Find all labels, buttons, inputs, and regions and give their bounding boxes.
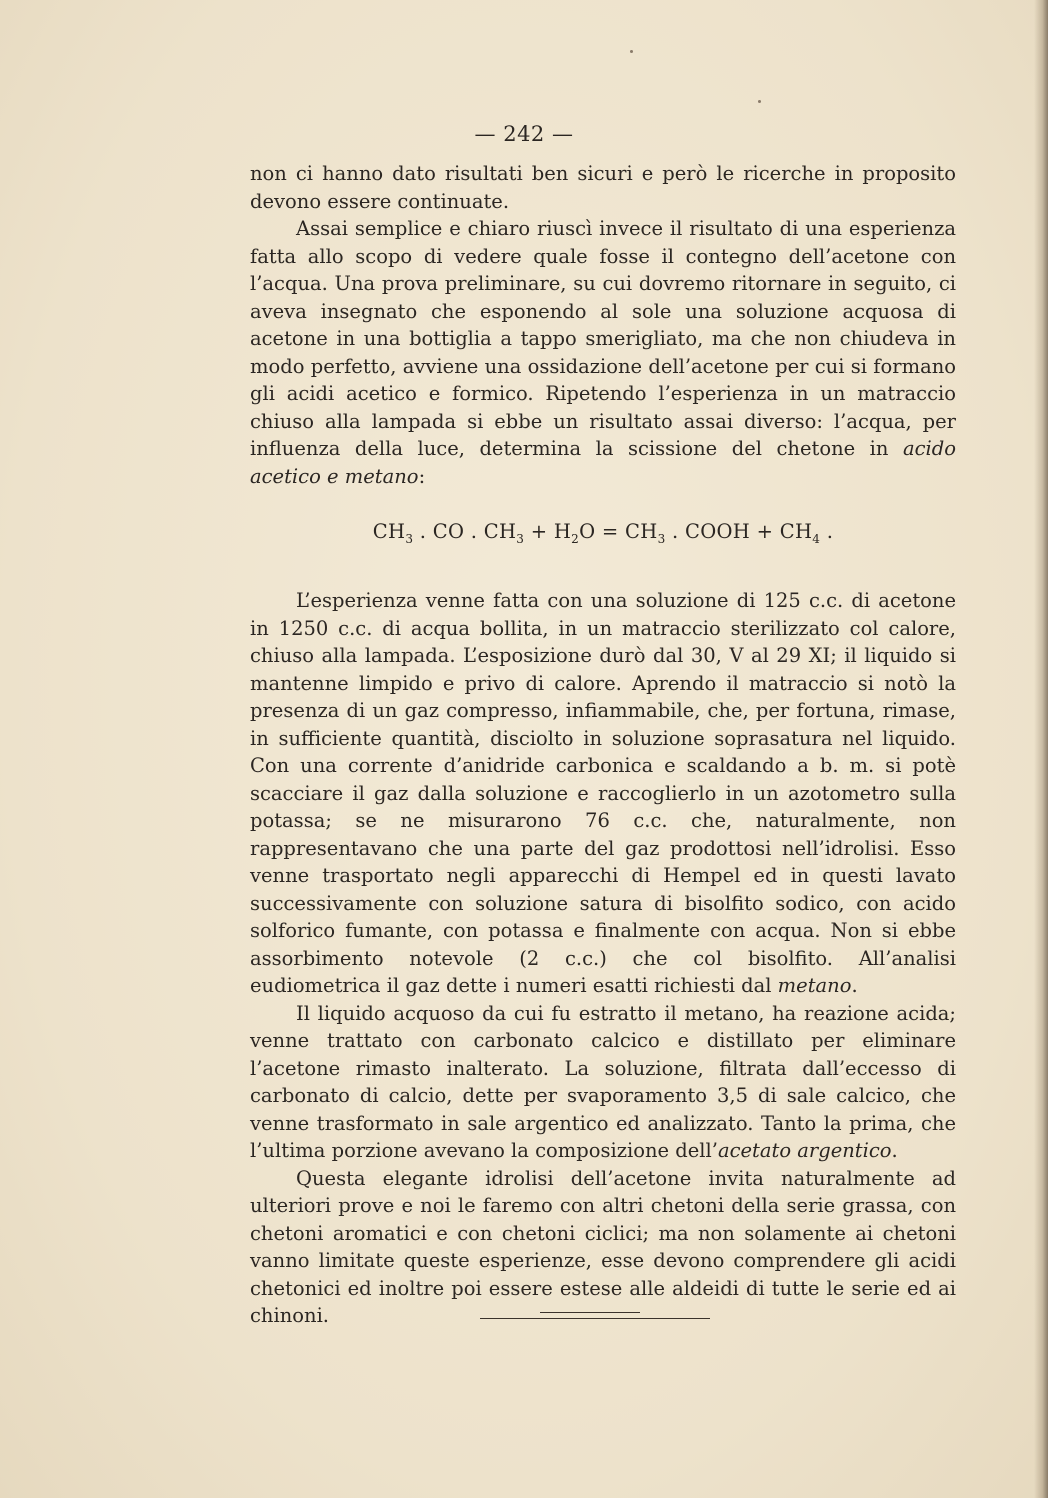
- end-rule: [480, 1318, 710, 1319]
- equation-part: .: [820, 520, 834, 543]
- equation-part: . COOH + CH: [665, 520, 813, 543]
- equation-part: CH: [372, 520, 406, 543]
- equation-subscript: 3: [657, 531, 666, 546]
- italic-term: metano: [777, 974, 852, 998]
- paper-speck: [758, 100, 761, 103]
- paragraph-acetone-water: [250, 215, 956, 490]
- paragraph-text: .: [851, 974, 858, 998]
- italic-term: acido acetico e metano: [250, 437, 956, 488]
- paragraph-continuation: [250, 160, 956, 215]
- equation-part: O = CH: [579, 520, 658, 543]
- page-edge-shadow: [1034, 0, 1048, 1498]
- paragraph-text: Questa elegante idrolisi dell’acetone invita naturalmente ad ulteriori prove e noi le faremo con altri chetoni della serie grassa, con chetoni aromatici e con chetoni ciclici; ma non solamente ai chetoni vanno limitate queste esperienze, esse devono comprendere gli acidi chetonici ed inoltre poi essere estese alle aldeidi di tutte le serie ed ai chinoni.: [250, 1166, 956, 1328]
- equation-part: . CO . CH: [413, 520, 517, 543]
- paragraph-text: Il liquido acquoso da cui fu estratto il metano, ha reazione acida; venne trattato con carbonato calcico e distillato per eliminare l’acetone rimasto inalterato. La soluzione, filtrata dall’eccesso di carbonato di calcio, dette per svaporamento 3,5 di sale calcico, che venne trasformato in sale argentico ed analizzato. Tanto la prima, che l’ultima porzione avevano la composizione dell’: [250, 1001, 956, 1163]
- paragraph-experiment: [250, 587, 956, 1000]
- paragraph-conclusion: [250, 1165, 956, 1330]
- paragraph-text: .: [891, 1139, 898, 1163]
- equation-subscript: 2: [571, 531, 580, 546]
- equation-subscript: 4: [812, 531, 821, 546]
- equation-subscript: 3: [405, 531, 414, 546]
- end-rule-short: [540, 1312, 640, 1313]
- body-text: [250, 160, 956, 1330]
- paper-speck: [630, 50, 633, 53]
- page-number: — 242 —: [474, 122, 574, 146]
- chemical-equation: [250, 518, 956, 553]
- paragraph-liquid: [250, 1000, 956, 1165]
- paragraph-text: Assai semplice e chiaro riuscì invece il risultato di una esperienza fatta allo scopo di vedere quale fosse il contegno dell’acetone con l’acqua. Una prova preliminare, su cui dovremo ritornare in seguito, ci aveva insegnato che esponendo al sole una soluzione acquosa di acetone in una bottiglia a tappo smerigliato, ma che non chiudeva in modo perfetto, avviene una ossidazione dell’acetone per cui si formano gli acidi acetico e formico. Ripetendo l’esperienza in un matraccio chiuso alla lampada si ebbe un risultato assai diverso: l’acqua, per influenza della luce, determina la scissione del chetone in: [250, 217, 956, 460]
- paragraph-text: L’esperienza venne fatta con una soluzione di 125 c.c. di acetone in 1250 c.c. di acqua bollita, in un matraccio sterilizzato col calore, chiuso alla lampada. L’esposizione durò dal 30, V al 29 XI; il liquido si mantenne limpido e privo di calore. Aprendo il matraccio si notò la presenza di un gaz compresso, infiammabile, che, per fortuna, rimase, in sufficiente quantità, disciolto in soluzione soprasatura nel liquido. Con una corrente d’anidride carbonica e scaldando a b. m. si potè scacciare il gaz dalla soluzione e raccoglierlo in un azotometro sulla potassa; se ne misurarono 76 c.c. che, naturalmente, non rappresentavano che una parte del gaz prodottosi nell’idrolisi. Esso venne trasportato negli apparecchi di Hempel ed in questi lavato successivamente con soluzione satura di bisolfito sodico, con acido solforico fumante, con potassa e finalmente con acqua. Non si ebbe assorbimento notevole (2 c.c.) che col bisolfito. All’analisi eudiometrica il gaz dette i numeri esatti richiesti dal: [250, 589, 956, 998]
- equation-part: + H: [524, 520, 572, 543]
- equation-subscript: 3: [516, 531, 525, 546]
- italic-term: acetato argentico: [717, 1139, 892, 1163]
- paragraph-text: non ci hanno dato risultati ben sicuri e però le ricerche in proposito devono essere continuate.: [250, 162, 956, 213]
- paragraph-text: :: [418, 464, 426, 488]
